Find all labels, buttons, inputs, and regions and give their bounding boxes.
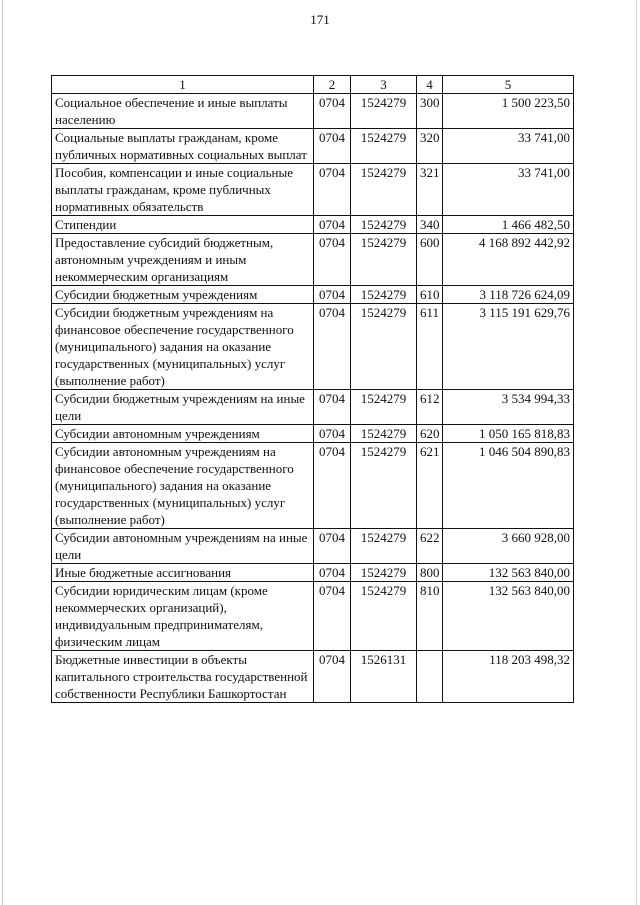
row-article-cell: 1524279 xyxy=(351,94,417,129)
row-sum-cell: 1 050 165 818,83 xyxy=(443,425,574,443)
row-sum-cell: 3 534 994,33 xyxy=(443,390,574,425)
row-type-cell: 800 xyxy=(417,564,443,582)
row-article-cell: 1524279 xyxy=(351,425,417,443)
row-name-cell: Пособия, компенсации и иные социальные выплаты гражданам, кроме публичных нормативных обязательств xyxy=(52,164,314,216)
row-article-cell: 1524279 xyxy=(351,529,417,564)
row-article-cell: 1524279 xyxy=(351,582,417,651)
table-row xyxy=(52,94,574,129)
row-article-cell: 1524279 xyxy=(351,390,417,425)
table-row xyxy=(52,234,574,286)
table-row xyxy=(52,164,574,216)
row-section-cell: 0704 xyxy=(314,443,351,529)
row-type-cell: 600 xyxy=(417,234,443,286)
row-type-cell: 612 xyxy=(417,390,443,425)
row-section-cell: 0704 xyxy=(314,286,351,304)
row-name-cell: Субсидии бюджетным учреждениям на иные цели xyxy=(52,390,314,425)
header-col-2: 2 xyxy=(314,76,351,94)
row-article-cell: 1524279 xyxy=(351,304,417,390)
row-article-cell: 1524279 xyxy=(351,164,417,216)
row-type-cell: 340 xyxy=(417,216,443,234)
row-article-cell: 1524279 xyxy=(351,234,417,286)
table-row xyxy=(52,286,574,304)
table-row xyxy=(52,529,574,564)
table-header-row xyxy=(52,76,574,94)
budget-table xyxy=(51,75,574,703)
row-sum-cell: 1 046 504 890,83 xyxy=(443,443,574,529)
table-row xyxy=(52,651,574,703)
table-row xyxy=(52,304,574,390)
scan-edge-right xyxy=(636,0,637,905)
row-article-cell: 1524279 xyxy=(351,129,417,164)
row-type-cell: 622 xyxy=(417,529,443,564)
row-article-cell: 1524279 xyxy=(351,216,417,234)
page-number: 171 xyxy=(310,12,330,27)
header-col-4: 4 xyxy=(417,76,443,94)
row-type-cell: 321 xyxy=(417,164,443,216)
row-type-cell: 611 xyxy=(417,304,443,390)
row-name-cell: Стипендии xyxy=(52,216,314,234)
row-type-cell: 810 xyxy=(417,582,443,651)
table-row xyxy=(52,216,574,234)
header-col-5: 5 xyxy=(443,76,574,94)
row-section-cell: 0704 xyxy=(314,216,351,234)
row-section-cell: 0704 xyxy=(314,304,351,390)
table-row xyxy=(52,582,574,651)
table-row xyxy=(52,129,574,164)
row-name-cell: Субсидии юридическим лицам (кроме некоммерческих организаций), индивидуальным предпринимателям, физическим лицам xyxy=(52,582,314,651)
row-section-cell: 0704 xyxy=(314,234,351,286)
row-name-cell: Субсидии автономным учреждениям на финансовое обеспечение государственного (муниципального) задания на оказание государственных (муниципальных) услуг (выполнение работ) xyxy=(52,443,314,529)
row-type-cell: 320 xyxy=(417,129,443,164)
table-body xyxy=(52,94,574,703)
row-name-cell: Социальные выплаты гражданам, кроме публичных нормативных социальных выплат xyxy=(52,129,314,164)
row-sum-cell: 33 741,00 xyxy=(443,129,574,164)
row-section-cell: 0704 xyxy=(314,390,351,425)
row-section-cell: 0704 xyxy=(314,129,351,164)
row-name-cell: Субсидии бюджетным учреждениям на финансовое обеспечение государственного (муниципального) задания на оказание государственных (муниципальных) услуг (выполнение работ) xyxy=(52,304,314,390)
row-article-cell: 1524279 xyxy=(351,286,417,304)
row-section-cell: 0704 xyxy=(314,94,351,129)
table-row xyxy=(52,564,574,582)
row-section-cell: 0704 xyxy=(314,425,351,443)
row-sum-cell: 1 466 482,50 xyxy=(443,216,574,234)
row-section-cell: 0704 xyxy=(314,582,351,651)
row-type-cell: 610 xyxy=(417,286,443,304)
row-type-cell: 300 xyxy=(417,94,443,129)
row-section-cell: 0704 xyxy=(314,529,351,564)
row-sum-cell: 132 563 840,00 xyxy=(443,582,574,651)
row-name-cell: Бюджетные инвестиции в объекты капитального строительства государственной собственности Республики Башкортостан xyxy=(52,651,314,703)
row-sum-cell: 118 203 498,32 xyxy=(443,651,574,703)
row-sum-cell: 1 500 223,50 xyxy=(443,94,574,129)
table-row xyxy=(52,390,574,425)
row-type-cell: 620 xyxy=(417,425,443,443)
table-row xyxy=(52,425,574,443)
row-name-cell: Субсидии бюджетным учреждениям xyxy=(52,286,314,304)
row-sum-cell: 132 563 840,00 xyxy=(443,564,574,582)
row-name-cell: Социальное обеспечение и иные выплаты населению xyxy=(52,94,314,129)
row-section-cell: 0704 xyxy=(314,564,351,582)
row-sum-cell: 3 115 191 629,76 xyxy=(443,304,574,390)
row-sum-cell: 4 168 892 442,92 xyxy=(443,234,574,286)
row-article-cell: 1526131 xyxy=(351,651,417,703)
table-row xyxy=(52,443,574,529)
row-name-cell: Субсидии автономным учреждениям на иные цели xyxy=(52,529,314,564)
row-sum-cell: 33 741,00 xyxy=(443,164,574,216)
row-section-cell: 0704 xyxy=(314,651,351,703)
row-name-cell: Субсидии автономным учреждениям xyxy=(52,425,314,443)
row-sum-cell: 3 660 928,00 xyxy=(443,529,574,564)
header-col-3: 3 xyxy=(351,76,417,94)
row-name-cell: Предоставление субсидий бюджетным, автономным учреждениям и иным некоммерческим организациям xyxy=(52,234,314,286)
row-article-cell: 1524279 xyxy=(351,564,417,582)
row-section-cell: 0704 xyxy=(314,164,351,216)
row-name-cell: Иные бюджетные ассигнования xyxy=(52,564,314,582)
row-article-cell: 1524279 xyxy=(351,443,417,529)
scan-edge-left xyxy=(2,0,3,905)
row-type-cell xyxy=(417,651,443,703)
row-sum-cell: 3 118 726 624,09 xyxy=(443,286,574,304)
header-col-1: 1 xyxy=(52,76,314,94)
row-type-cell: 621 xyxy=(417,443,443,529)
